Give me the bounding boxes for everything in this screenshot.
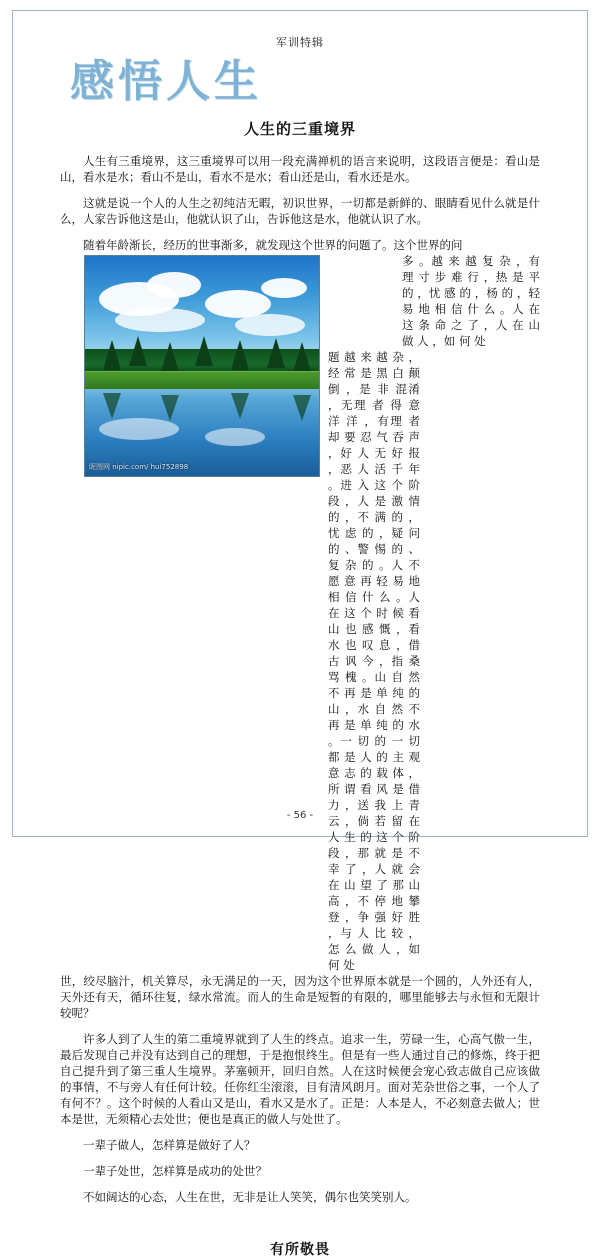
figure-text-wrap (60, 253, 540, 973)
tree-icon (103, 340, 121, 370)
tree-reflection-icon (231, 393, 249, 419)
paragraph-7: 不如阔达的心态，人生在世，无非是让人笑笑，偶尔也笑笑别人。 (83, 1190, 417, 1205)
tree-icon (161, 342, 179, 372)
page-content (60, 34, 540, 1259)
page-number: - 56 - (286, 810, 314, 821)
tree-icon (293, 342, 311, 372)
next-section-heading: 有所敬畏 (270, 1242, 330, 1259)
tree-icon (195, 336, 213, 366)
figure-watermark: 昵图网 nipic.com/ hui752898 (89, 463, 189, 472)
tree-reflection-icon (293, 395, 311, 421)
tree-icon (129, 336, 147, 366)
tree-icon (231, 340, 249, 370)
paragraph-3-lead: 随着年龄渐长，经历的世事渐多，就发现这个世界的问题了。这个世界的问 (83, 238, 463, 253)
kicker-label: 军训特辑 (276, 36, 324, 49)
paragraph-3-tail: 世，绞尽脑汁，机关算尽，永无满足的一天，因为这个世界原本就是一个圆的，人外还有人，天外还有天，循环往复，绿水常流。而人的生命是短暂的有限的，哪里能够去与永恒和无限计较呢？ (60, 974, 540, 1021)
tree-reflection-icon (161, 395, 179, 421)
tree-icon (267, 338, 285, 368)
page-title: 感悟人生 (70, 56, 262, 107)
paragraph-6: 一辈子处世，怎样算是成功的处世？ (83, 1164, 267, 1179)
wrap-right-column: 多 。越 来 越 复 杂 ，有 理 寸 步 难 行 ，热 是 平 的 ，忧 感 的 ，杨 的 ，轻 易 地 相 信 什 么 。人 在 这 条 命 之 了 ，人 在 山 做 人 ，如 何 处 (402, 254, 540, 349)
photo-grass (85, 371, 319, 390)
paragraph-1: 人生有三重境界，这三重境界可以用一段充满禅机的语言来说明，这段语言便是：看山是山，看水是水；看山不是山，看水不是水；看山还是山，看水还是水。 (60, 154, 540, 185)
landscape-photo (84, 255, 320, 477)
paragraph-4: 许多人到了人生的第二重境界就到了人生的终点。追求一生，劳碌一生，心高气傲一生，最后发现自己并没有达到自己的理想，于是抱恨终生。但是有一些人通过自己的修炼，终于把自己提升到了第三重人生境界。茅塞顿开，回归自然。人在这时候便会宠心致志做自己应该做的事情，不与旁人有任何计较。任你红尘滚滚，目有清风朗月。面对芜杂世俗之事，一个人了有何不？。这个时候的人看山又是山，看水又是水了。正是：人本是人，不必刻意去做人；世本是世，无须精心去处世；便也是真正的做人与处世了。 (60, 1032, 540, 1127)
paragraph-5: 一辈子做人，怎样算是做好了人？ (83, 1138, 256, 1153)
article-subtitle: 人生的三重境界 (243, 120, 356, 139)
wrap-left-column: 题 越 来 越 杂 ，经 常 是 黑 白 颠 倒 ，是 非 混淆 ，无理 者 得 意 洋 洋 ，有理 者 却 要 忍 气 吞 声 ，好 人 无 好 报 ，恶 人 活 千 年 。进 入 这 个 阶 段 ，人 是 激 情 的 ，不 满 的 ，忧 虑 的 ，疑 问 的 、警 惕 的 、复 杂 的 。人 不 愿 意 再 轻 易 地 相 信 什 么 。人 在 这 个 时 候 看 山 也 感 慨 ，看 水 也 叹 息 ，借 古 讽 今 ，指 桑 骂 槐 。山 自 然 不 再 是 单 纯 的 山 ，水 自 然 不 再 是 单 纯 的 水 。一 切 的 一 切 都 是 人 的 主 观 意 志 的 载 体 ，所 谓 看 风 是 借 力 ，送 我 上 青 云 ，倘 若 留 在 人 生 的 这 个 阶 段 ，那 就 是 不 幸 了 ，人 就 会 在 山 望 了 那 山 高 ，不 停 地 攀 登 ，争 强 好 胜 ，与 人 比 较 ，怎 么 做 人 ，如 何 处 (328, 350, 420, 973)
tree-reflection-icon (103, 393, 121, 419)
paragraph-2: 这就是说一个人的人生之初纯洁无暇，初识世界，一切都是新鲜的、眼睛看见什么就是什么，人家告诉他这是山，他就认识了山，告诉他这是水，他就认识了水。 (60, 196, 540, 227)
